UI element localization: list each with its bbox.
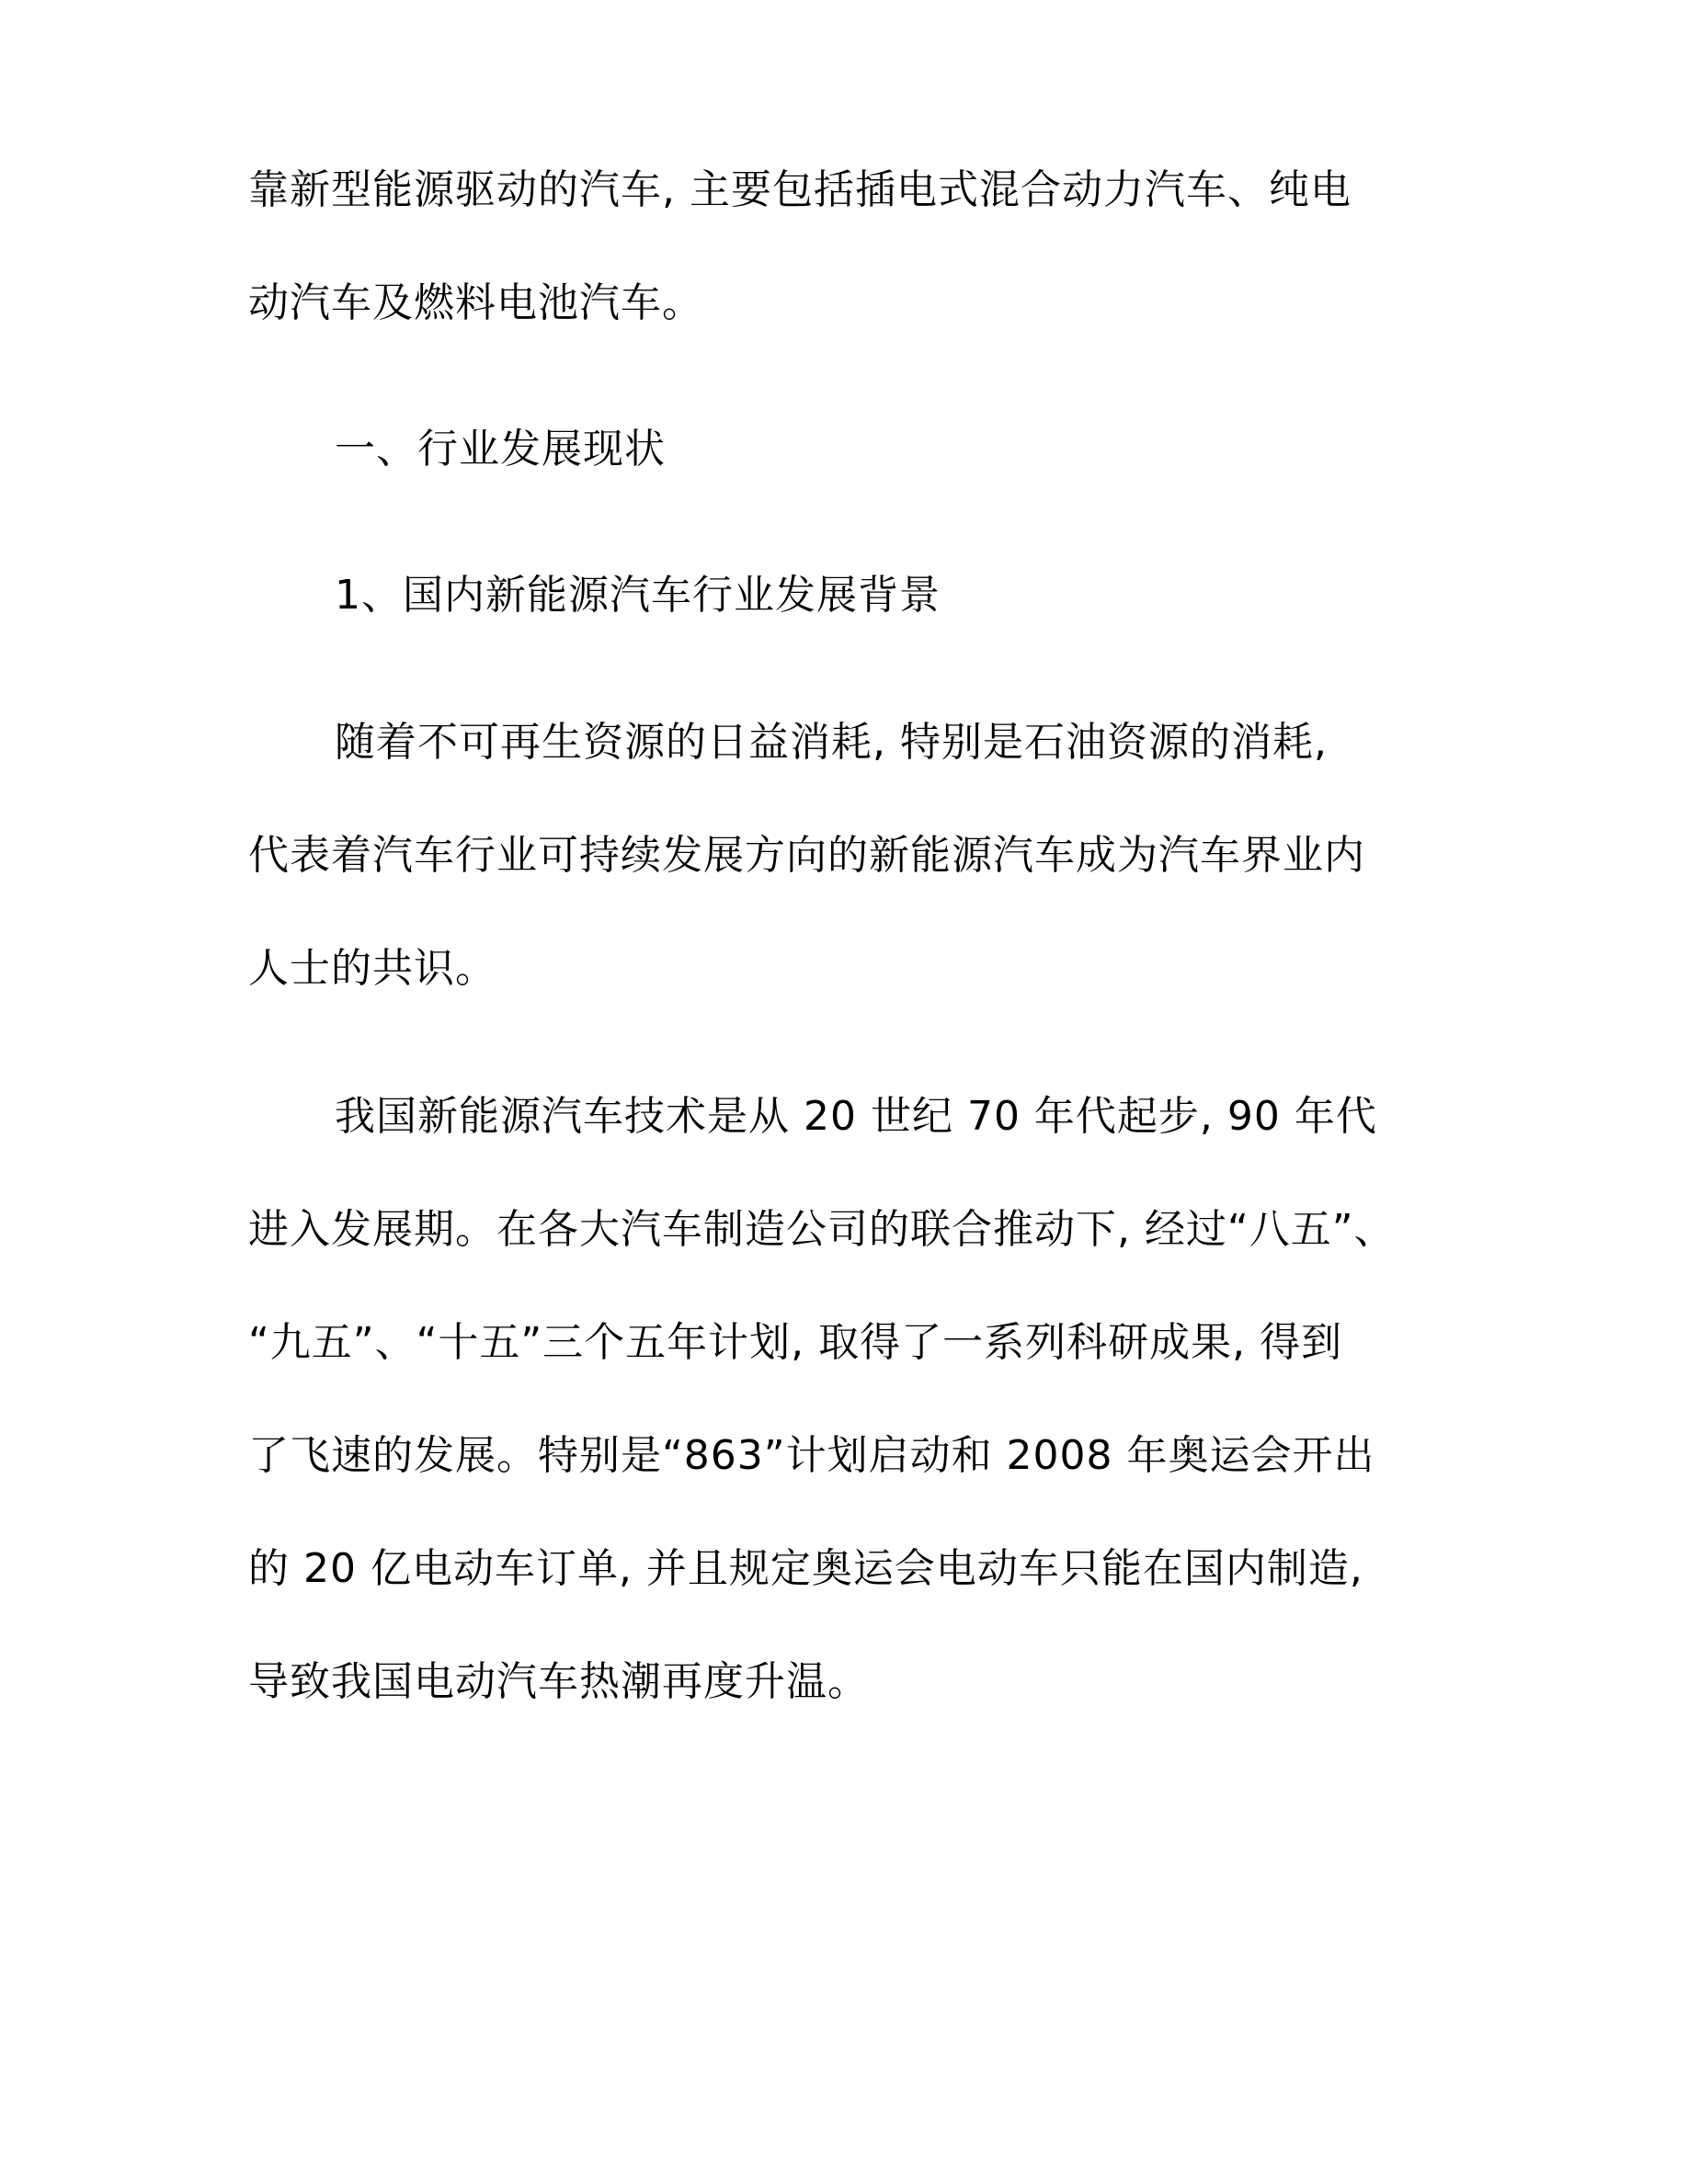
- paragraph-1-line-2: 代表着汽车行业可持续发展方向的新能源汽车成为汽车界业内: [248, 832, 1365, 879]
- paragraph-2-line-6: 导致我国电动汽车热潮再度升温。: [248, 1658, 869, 1705]
- paragraph-2-line-5: 的 20 亿电动车订单, 并且规定奥运会电动车只能在国内制造,: [248, 1545, 1363, 1592]
- paragraph-1-line-3: 人士的共识。: [248, 945, 496, 992]
- section-heading: 一、行业发展现状: [335, 426, 666, 472]
- subsection-heading: 1、国内新能源汽车行业发展背景: [335, 572, 941, 619]
- paragraph-1: [248, 686, 1462, 1025]
- intro-line-2: 动汽车及燃料电池汽车。: [248, 279, 703, 326]
- paragraph-2-line-2: 进入发展期。在各大汽车制造公司的联合推动下, 经过“八五”、: [248, 1206, 1396, 1253]
- paragraph-2: [248, 1060, 1462, 1738]
- paragraph-2-line-3: “九五”、“十五”三个五年计划, 取得了一系列科研成果, 得到: [248, 1319, 1343, 1366]
- section-heading-block: [248, 392, 1462, 506]
- intro-paragraph: [248, 133, 1462, 359]
- paragraph-1-line-1: 随着不可再生资源的日益消耗, 特别是石油资源的消耗,: [335, 719, 1328, 766]
- paragraph-2-line-4: 了飞速的发展。特别是“863”计划启动和 2008 年奥运会开出: [248, 1432, 1375, 1479]
- intro-line-1: 靠新型能源驱动的汽车, 主要包括插电式混合动力汽车、纯电: [248, 166, 1352, 213]
- paragraph-2-line-1: 我国新能源汽车技术是从 20 世纪 70 年代起步, 90 年代: [335, 1093, 1377, 1140]
- subsection-heading-block: [248, 539, 1462, 652]
